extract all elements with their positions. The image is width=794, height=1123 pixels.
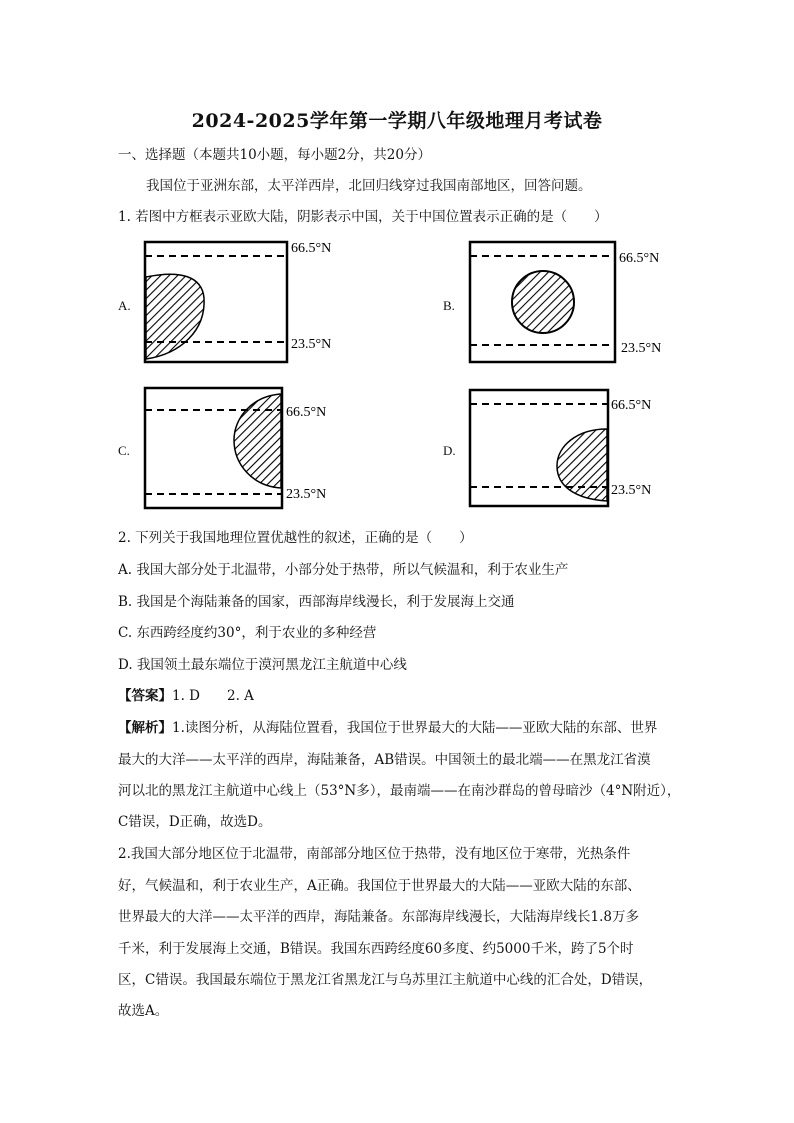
analysis-line-3: 河以北的黑龙江主航道中心线上（53°N多），最南端——在南沙群岛的曾母暗沙（4°N附近）， bbox=[118, 783, 681, 799]
q1-option-a-label: A. bbox=[118, 298, 131, 313]
q1-map-d bbox=[465, 382, 695, 514]
q1-map-a bbox=[140, 236, 370, 368]
lat-label-top: 66.5°N bbox=[619, 251, 660, 266]
page-title: 2024-2025学年第一学期八年级地理月考试卷 bbox=[191, 110, 603, 132]
q2-stem: 2. 下列关于我国地理位置优越性的叙述，正确的是（ ） bbox=[118, 530, 473, 546]
q2-option-b: B. 我国是个海陆兼备的国家，西部海岸线漫长，利于发展海上交通 bbox=[118, 594, 515, 610]
q1-stem: 1. 若图中方框表示亚欧大陆，阴影表示中国，关于中国位置表示正确的是（ ） bbox=[118, 209, 608, 225]
q2-option-d: D. 我国领土最东端位于漠河黑龙江主航道中心线 bbox=[118, 657, 407, 673]
analysis-label: 【解析】 bbox=[118, 720, 172, 736]
china-shape bbox=[557, 429, 607, 501]
answer-text: 1. D 2. A bbox=[172, 688, 254, 704]
analysis-line-9: 区，C错误。我国最东端位于黑龙江省黑龙江与乌苏里江主航道中心线的汇合处，D错误， bbox=[118, 972, 653, 988]
analysis-line-5: 2.我国大部分地区位于北温带，南部部分地区位于热带，没有地区位于寒带，光热条件 bbox=[118, 846, 631, 862]
analysis-line-1 bbox=[118, 718, 657, 738]
q2-option-a: A. 我国大部分处于北温带，小部分处于热带，所以气候温和，利于农业生产 bbox=[118, 562, 569, 578]
analysis-line-2: 最大的大洋——太平洋的西岸，海陆兼备，AB错误。中国领土的最北端——在黑龙江省漠 bbox=[118, 752, 651, 768]
q1-map-b bbox=[465, 236, 695, 368]
answer-line bbox=[118, 686, 254, 706]
q1-option-b-label: B. bbox=[443, 298, 455, 313]
china-shape bbox=[512, 271, 574, 333]
analysis-line-6: 好，气候温和，利于农业生产，A正确。我国位于世界最大的大陆——亚欧大陆的东部、 bbox=[118, 878, 641, 894]
q1-option-d-label: D. bbox=[443, 443, 456, 458]
china-shape bbox=[146, 274, 204, 359]
lat-label-bottom: 23.5°N bbox=[291, 337, 332, 352]
china-shape bbox=[234, 394, 281, 488]
lat-label-top: 66.5°N bbox=[291, 241, 332, 256]
q2-option-c: C. 东西跨经度约30°，利于农业的多种经营 bbox=[118, 625, 377, 641]
q1-map-c bbox=[140, 382, 370, 514]
q1-option-c-label: C. bbox=[118, 443, 130, 458]
lat-label-bottom: 23.5°N bbox=[621, 341, 662, 356]
lat-label-bottom: 23.5°N bbox=[286, 487, 327, 502]
lat-label-bottom: 23.5°N bbox=[611, 483, 652, 498]
analysis-line-10: 故选A。 bbox=[118, 1003, 169, 1019]
lat-label-top: 66.5°N bbox=[611, 398, 652, 413]
answer-label: 【答案】 bbox=[118, 688, 172, 704]
question-intro: 我国位于亚洲东部，太平洋西岸，北回归线穿过我国南部地区，回答问题。 bbox=[146, 178, 592, 194]
analysis-line-4: C错误，D正确，故选D。 bbox=[118, 814, 272, 830]
analysis-line-7: 世界最大的大洋——太平洋的西岸，海陆兼备。东部海岸线漫长，大陆海岸线长1.8万多 bbox=[118, 909, 639, 925]
analysis-line-8: 千米，利于发展海上交通，B错误。我国东西跨经度60多度、约5000千米，跨了5个时 bbox=[118, 941, 634, 957]
lat-label-top: 66.5°N bbox=[286, 405, 327, 420]
section-heading: 一、选择题（本题共10小题，每小题2分，共20分） bbox=[118, 147, 431, 163]
analysis-text: 1.读图分析，从海陆位置看，我国位于世界最大的大陆——亚欧大陆的东部、世界 bbox=[172, 720, 658, 736]
